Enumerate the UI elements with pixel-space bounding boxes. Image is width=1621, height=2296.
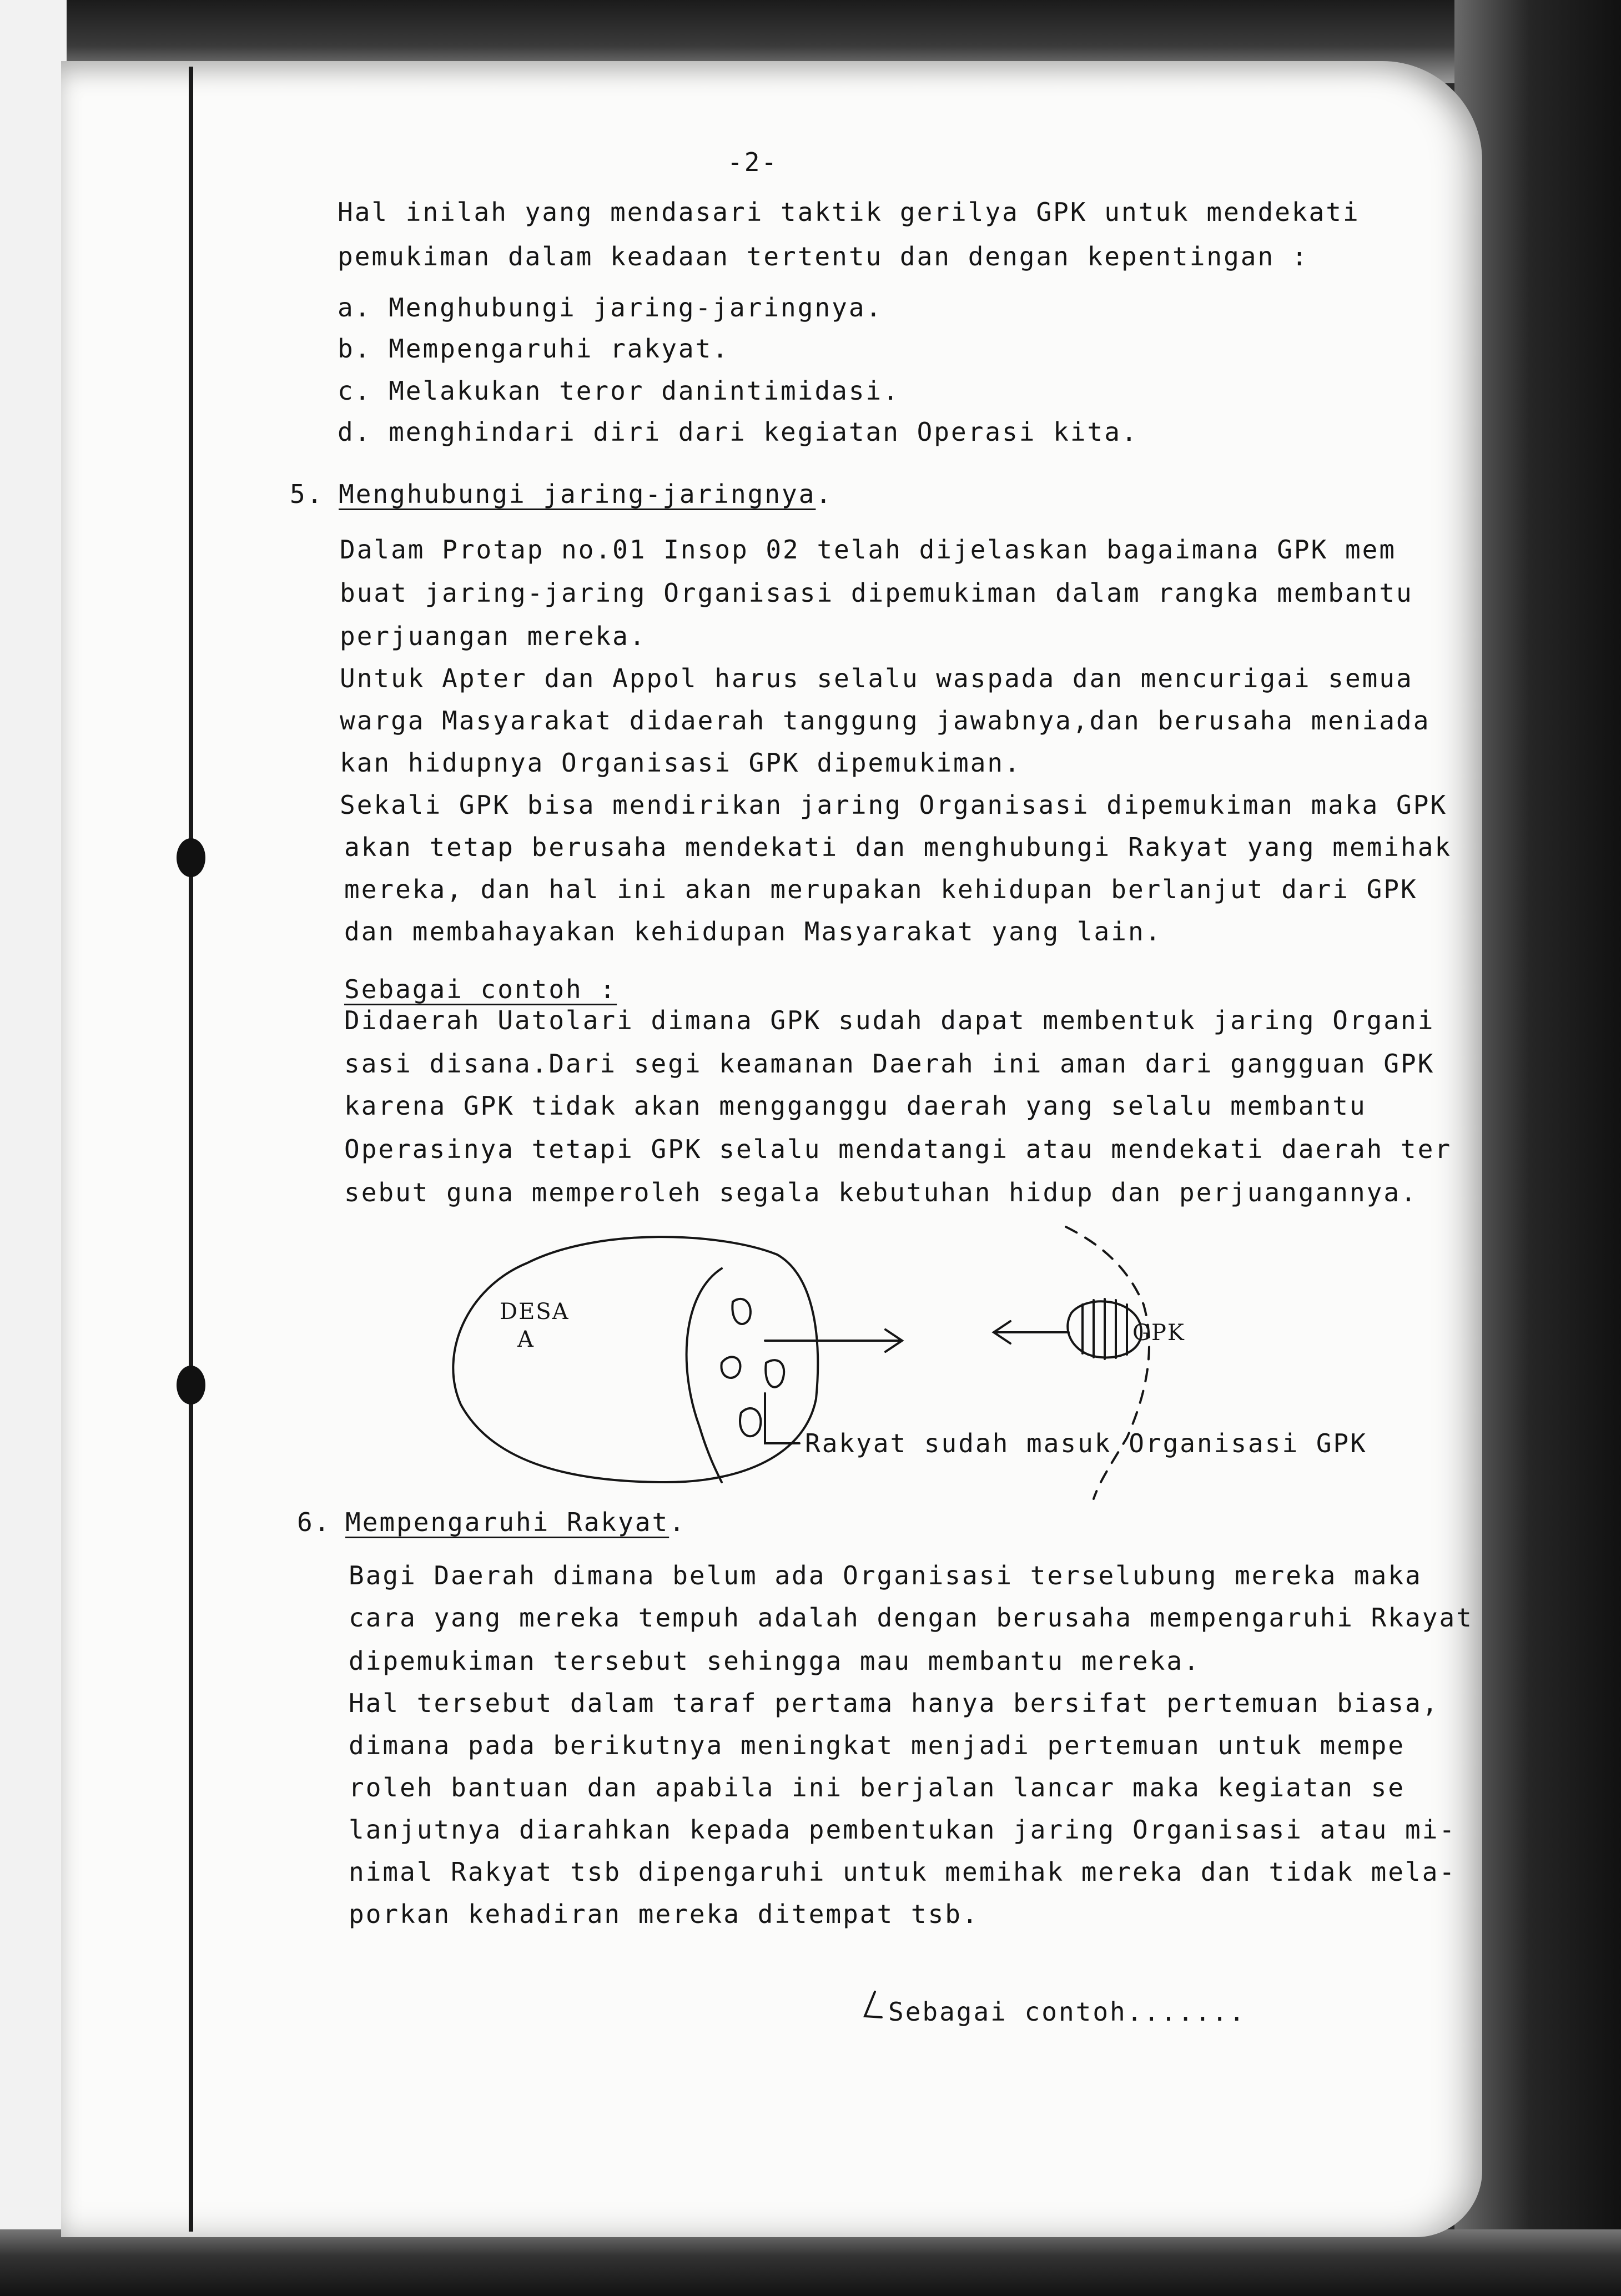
paragraph-line: dimana pada berikutnya meningkat menjadi pertemuan untuk mempe: [349, 1730, 1406, 1760]
paragraph-line: roleh bantuan dan apabila ini berjalan lancar maka kegiatan se: [349, 1773, 1406, 1802]
paragraph-line: Untuk Apter dan Appol harus selalu waspada dan mencurigai semua: [340, 663, 1413, 693]
intro-list-item: c. Melakukan teror danintimidasi.: [338, 376, 900, 406]
paragraph-line: kan hidupnya Organisasi GPK dipemukiman.: [340, 748, 1021, 778]
diagram-drawing: [433, 1221, 1432, 1510]
section-heading-period: .: [815, 479, 833, 509]
paragraph-line: Hal tersebut dalam taraf pertama hanya bersifat pertemuan biasa,: [349, 1688, 1439, 1718]
section-number: 6.: [297, 1507, 331, 1537]
paragraph-line: porkan kehadiran mereka ditempat tsb.: [349, 1899, 979, 1929]
member-shape: [721, 1357, 740, 1378]
intro-list-item: a. Menghubungi jaring-jaringnya.: [338, 293, 883, 323]
diagram-caption: Rakyat sudah masuk Organisasi GPK: [805, 1428, 1367, 1458]
caption-pointer: [765, 1393, 799, 1443]
arrow-gpk-to-village: [994, 1321, 1069, 1343]
paragraph-line: dipemukiman tersebut sehingga mau membantu mereka.: [349, 1646, 1201, 1676]
village-outline: [453, 1237, 818, 1482]
paragraph-line: mereka, dan hal ini akan merupakan kehidupan berlanjut dari GPK: [344, 874, 1418, 904]
binder-hole-upper: [177, 838, 205, 877]
intro-list-item: b. Mempengaruhi rakyat.: [338, 334, 729, 364]
paragraph-line: warga Masyarakat didaerah tanggung jawabnya,dan berusaha meniada: [340, 706, 1431, 736]
example-line: sebut guna memperoleh segala kebutuhan hidup dan perjuangannya.: [344, 1177, 1418, 1207]
section-heading-text: Mempengaruhi Rakyat: [345, 1507, 669, 1537]
member-shape: [740, 1408, 761, 1436]
binder-edge-line: [189, 67, 193, 2232]
continuation-note: Sebagai contoh.......: [888, 1997, 1246, 2027]
arrow-village-to-gpk: [765, 1330, 902, 1352]
section-heading-period: .: [669, 1507, 686, 1537]
example-line: karena GPK tidak akan mengganggu daerah yang selalu membantu: [344, 1091, 1367, 1121]
village-gpk-diagram: [433, 1221, 1432, 1510]
gpk-label: GPK: [1132, 1320, 1185, 1346]
paragraph-line: dan membahayakan kehidupan Masyarakat yang lain.: [344, 917, 1162, 946]
binder-hole-lower: [177, 1366, 205, 1404]
member-shape: [732, 1299, 751, 1324]
intro-line: Hal inilah yang mendasari taktik gerilya GPK untuk mendekati: [338, 197, 1360, 227]
paragraph-line: buat jaring-jaring Organisasi dipemukiman dalam rangka membantu: [340, 578, 1413, 608]
scan-border-bottom: [0, 2229, 1621, 2296]
example-line: Operasinya tetapi GPK selalu mendatangi atau mendekati daerah ter: [344, 1134, 1452, 1164]
section-heading: [339, 477, 833, 511]
section-heading-text: Menghubungi jaring-jaringnya: [339, 479, 816, 509]
continuation-tick-mark: [859, 1988, 884, 2027]
paragraph-line: cara yang mereka tempuh adalah dengan berusaha mempengaruhi Rkayat: [349, 1603, 1473, 1633]
example-line: sasi disana.Dari segi keamanan Daerah ini aman dari gangguan GPK: [344, 1049, 1435, 1079]
example-line: Didaerah Uatolari dimana GPK sudah dapat membentuk jaring Organi: [344, 1005, 1435, 1035]
village-inner-divider: [687, 1268, 722, 1482]
intro-line: pemukiman dalam keadaan tertentu dan dengan kepentingan :: [338, 241, 1309, 271]
village-label-letter: A: [517, 1327, 535, 1352]
paragraph-line: nimal Rakyat tsb dipengaruhi untuk memihak mereka dan tidak mela-: [349, 1857, 1457, 1887]
page-number: -2-: [727, 147, 779, 177]
member-shape: [766, 1360, 784, 1387]
section-number: 5.: [290, 479, 324, 509]
paragraph-line: lanjutnya diarahkan kepada pembentukan jaring Organisasi atau mi-: [349, 1815, 1457, 1845]
paragraph-line: perjuangan mereka.: [340, 621, 647, 651]
section-heading: [345, 1506, 686, 1539]
paragraph-line: Dalam Protap no.01 Insop 02 telah dijelaskan bagaimana GPK mem: [340, 535, 1397, 565]
paragraph-line: Bagi Daerah dimana belum ada Organisasi terselubung mereka maka: [349, 1560, 1422, 1590]
village-label: DESA: [500, 1299, 570, 1325]
paragraph-line: Sekali GPK bisa mendirikan jaring Organisasi dipemukiman maka GPK: [340, 790, 1448, 820]
intro-list-item: d. menghindari diri dari kegiatan Operasi kita.: [338, 417, 1139, 447]
example-heading: Sebagai contoh :: [344, 974, 617, 1004]
paragraph-line: akan tetap berusaha mendekati dan menghubungi Rakyat yang memihak: [344, 832, 1452, 862]
scan-border-left: [0, 0, 67, 2296]
